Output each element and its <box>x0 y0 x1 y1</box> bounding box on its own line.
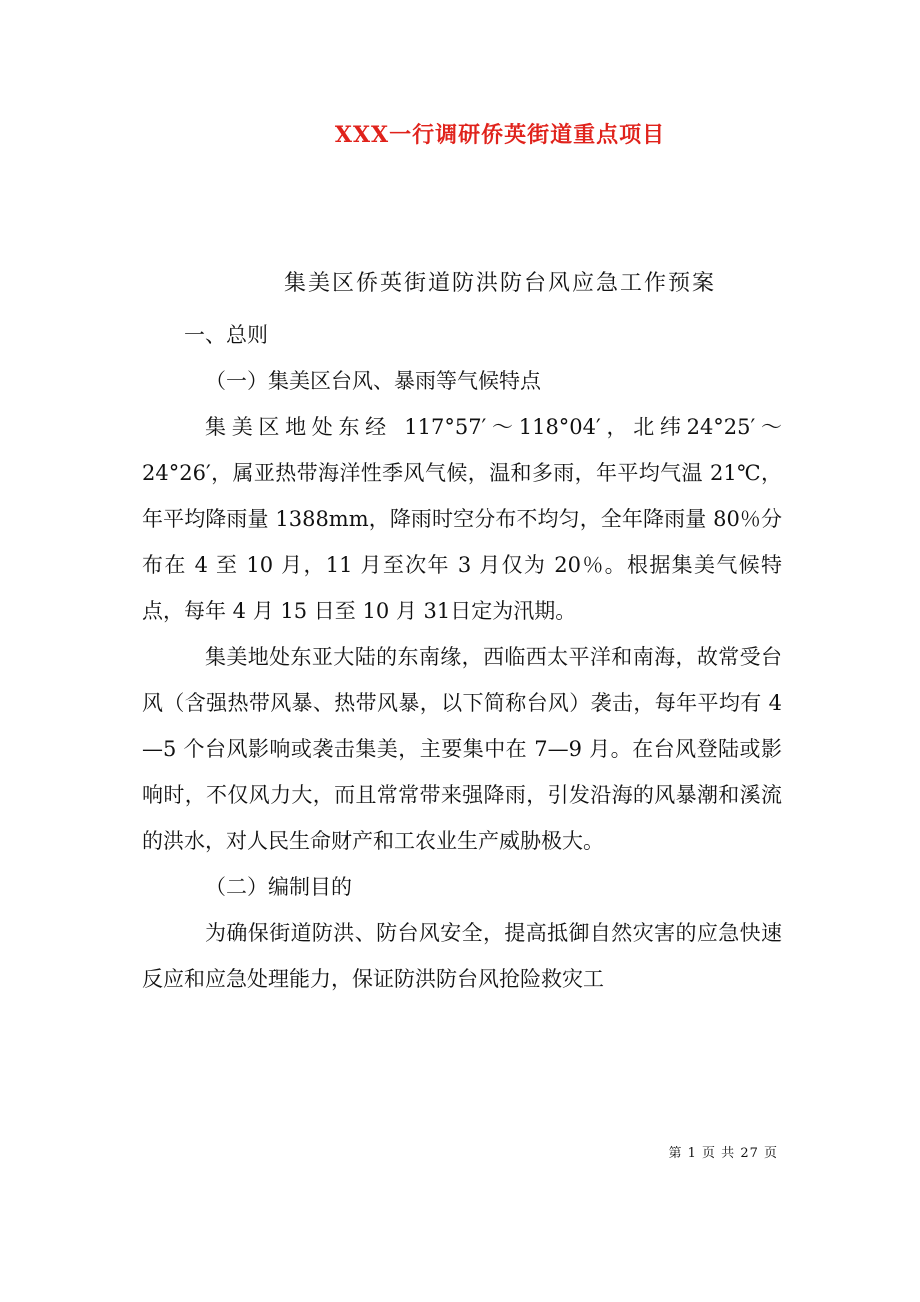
subsection-heading-climate: （一）集美区台风、暴雨等气候特点 <box>205 369 541 393</box>
section-heading-general: 一、总则 <box>184 323 268 347</box>
page-number-footer: 第 1 页 共 27 页 <box>668 1146 778 1161</box>
document-heading: 集美区侨英街道防洪防台风应急工作预案 <box>283 271 716 296</box>
subsection-heading-purpose: （二）编制目的 <box>205 875 352 899</box>
red-title: XXX一行调研侨英街道重点项目 <box>334 122 666 148</box>
paragraph-climate: 集美区地处东经 117°57′～118°04′，北纬24°25′～24°26′，属亚热带海洋性季风气候，温和多雨，年平均气温 21℃，年平均降雨量 1388mm，降雨时空分布不均匀，全年降雨量 80％分布在 4 至 10 月，11 月至次年 3 月仅为 20％。根据集美气候特点，每年 4 月 15 日至 10 月 31日定为汛期。 <box>142 415 782 623</box>
document-body <box>142 312 782 1002</box>
paragraph-purpose: 为确保街道防洪、防台风安全，提高抵御自然灾害的应急快速反应和应急处理能力，保证防洪防台风抢险救灾工 <box>142 921 782 991</box>
paragraph-typhoon: 集美地处东亚大陆的东南缘，西临西太平洋和南海，故常受台风（含强热带风暴、热带风暴，以下简称台风）袭击，每年平均有 4—5 个台风影响或袭击集美，主要集中在 7—9 月。在台风登陆或影响时，不仅风力大，而且常常带来强降雨，引发沿海的风暴潮和溪流的洪水，对人民生命财产和工农业生产威胁极大。 <box>142 645 782 853</box>
